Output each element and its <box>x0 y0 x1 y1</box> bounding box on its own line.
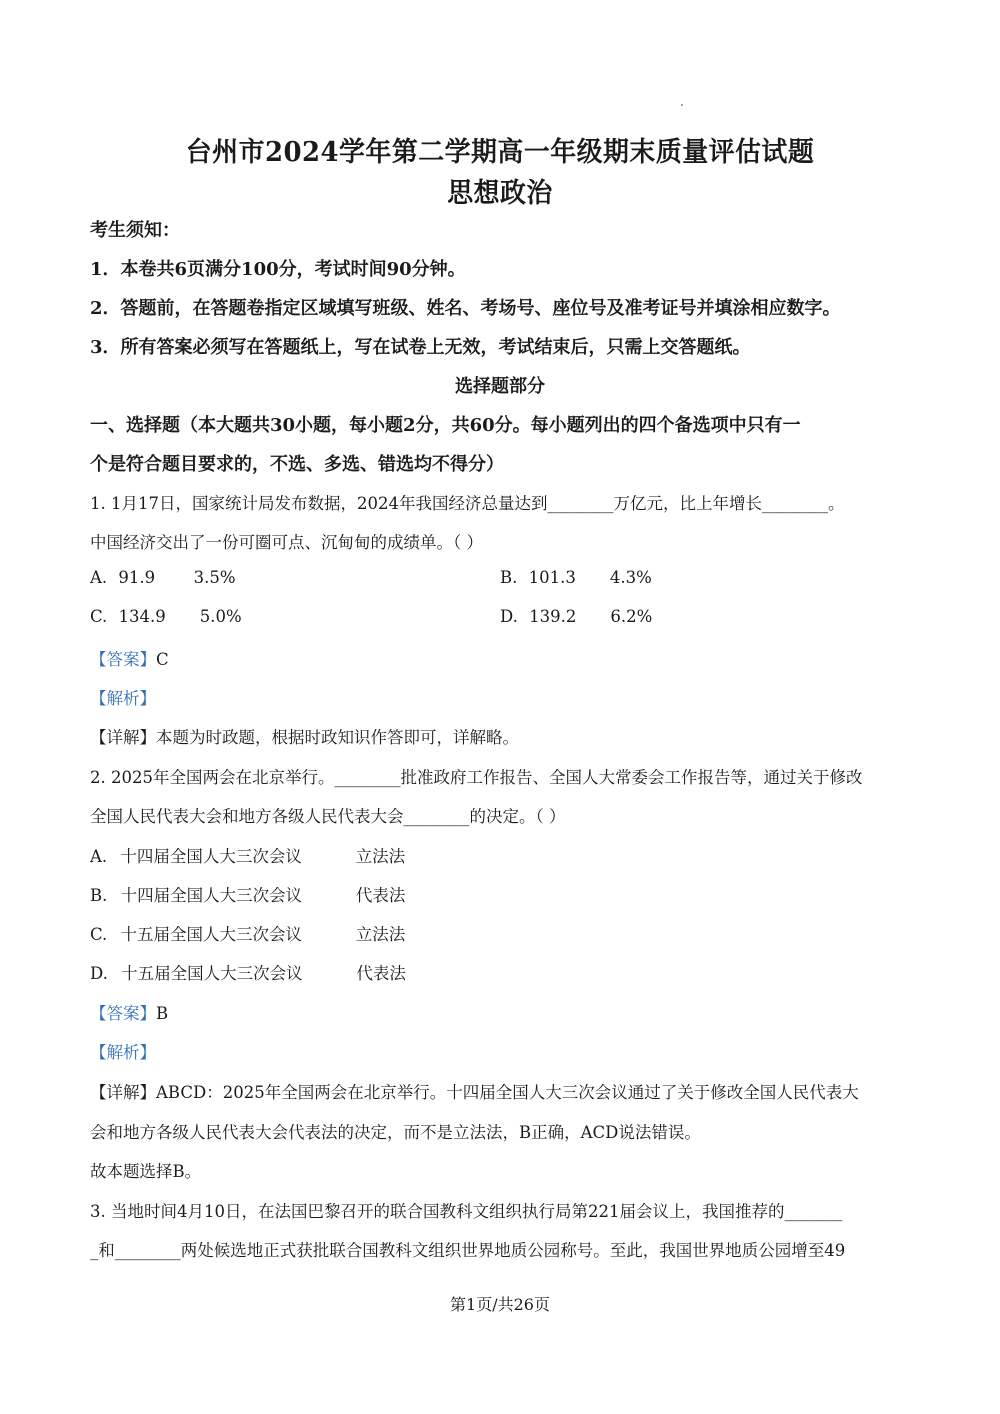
answer-tag: 【答案】 <box>90 650 156 669</box>
q2-analysis-tag: 【解析】 <box>90 1043 156 1062</box>
q1-stem-line2: 中国经济交出了一份可圈可点、沉甸甸的成绩单。（ ） <box>90 533 483 552</box>
option-value-2: 3.5% <box>193 568 236 587</box>
option-label: B. <box>500 568 518 587</box>
q2-detail-line1: 【详解】ABCD：2025年全国两会在北京举行。十四届全国人大三次会议通过了关于修改全国人民代表大 <box>90 1083 859 1102</box>
option-label: C. <box>90 925 108 944</box>
q2-option-c <box>90 921 405 945</box>
q1-option-c <box>90 607 242 626</box>
option-label: A. <box>90 847 108 866</box>
q3-stem-line2: _和________两处候选地正式获批联合国教科文组织世界地质公园称号。至此，我国世界地质公园增至49 <box>90 1241 846 1260</box>
option-label: A. <box>90 568 108 587</box>
q1-answer <box>90 646 169 670</box>
option-value-2: 5.0% <box>199 607 242 626</box>
option-value-2: 立法法 <box>355 925 406 944</box>
option-value-2: 4.3% <box>609 568 652 587</box>
option-value-1: 十五届全国人大三次会议 <box>121 964 303 983</box>
option-label: D. <box>90 964 108 983</box>
q2-answer <box>90 1000 168 1024</box>
scan-speck <box>681 104 683 106</box>
option-label: D. <box>500 607 518 626</box>
answer-tag: 【答案】 <box>90 1004 156 1023</box>
option-label: B. <box>90 886 108 905</box>
exam-subject: 思想政治 <box>447 178 553 209</box>
q2-option-b <box>90 882 405 906</box>
q1-detail: 【详解】本题为时政题，根据时政知识作答即可，详解略。 <box>90 728 519 747</box>
q1-option-b <box>500 568 652 587</box>
option-value-2: 代表法 <box>356 964 406 983</box>
option-value-1: 134.9 <box>118 607 166 626</box>
exam-title: 台州市2024学年第二学期高一年级期末质量评估试题 <box>185 137 815 168</box>
option-value-1: 91.9 <box>118 568 156 587</box>
q2-stem-line2: 全国人民代表大会和地方各级人民代表大会________的决定。（ ） <box>90 807 566 826</box>
q3-stem-line1: 3. 当地时间4月10日，在法国巴黎召开的联合国教科文组织执行局第221届会议上，我国推荐的_______ <box>90 1202 843 1221</box>
q2-detail-line2: 会和地方各级人民代表大会代表法的决定，而不是立法法，B正确，ACD说法错误。 <box>90 1123 701 1142</box>
option-value-1: 十四届全国人大三次会议 <box>120 886 303 905</box>
section-heading-line1: 一、选择题（本大题共30小题，每小题2分，共60分。每小题列出的四个备选项中只有一 <box>90 415 801 436</box>
notice-item-1: 1．本卷共6页满分100分，考试时间90分钟。 <box>90 259 466 280</box>
notice-item-3: 3．所有答案必须写在答题纸上，写在试卷上无效，考试结束后，只需上交答题纸。 <box>90 337 751 358</box>
option-value-1: 101.3 <box>528 568 576 587</box>
option-value-1: 十五届全国人大三次会议 <box>120 925 303 944</box>
notice-item-2: 2．答题前，在答题卷指定区域填写班级、姓名、考场号、座位号及准考证号并填涂相应数字。 <box>90 298 841 319</box>
option-label: C. <box>90 607 108 626</box>
option-value-2: 立法法 <box>355 847 406 866</box>
notice-heading: 考生须知： <box>90 220 180 241</box>
option-value-2: 代表法 <box>355 886 406 905</box>
page-number: 第1页/共26页 <box>450 1295 550 1314</box>
q2-option-d <box>90 960 406 984</box>
q1-option-a <box>90 568 236 587</box>
q2-option-a <box>90 843 405 867</box>
q2-conclusion: 故本题选择B。 <box>90 1162 202 1181</box>
option-value-1: 十四届全国人大三次会议 <box>120 847 302 866</box>
q1-option-d <box>500 607 652 626</box>
q2-stem-line1: 2. 2025年全国两会在北京举行。________批准政府工作报告、全国人大常委会工作报告等，通过关于修改 <box>90 768 863 787</box>
q1-analysis-tag: 【解析】 <box>90 689 156 708</box>
answer-value: B <box>156 1004 169 1023</box>
section-heading-line2: 个是符合题目要求的，不选、多选、错选均不得分） <box>90 454 504 475</box>
q1-stem-line1: 1. 1月17日，国家统计局发布数据，2024年我国经济总量达到________万亿元，比上年增长________。 <box>90 494 845 513</box>
option-value-1: 139.2 <box>529 607 577 626</box>
option-value-2: 6.2% <box>610 607 653 626</box>
answer-value: C <box>156 650 169 669</box>
section-name: 选择题部分 <box>455 376 545 397</box>
